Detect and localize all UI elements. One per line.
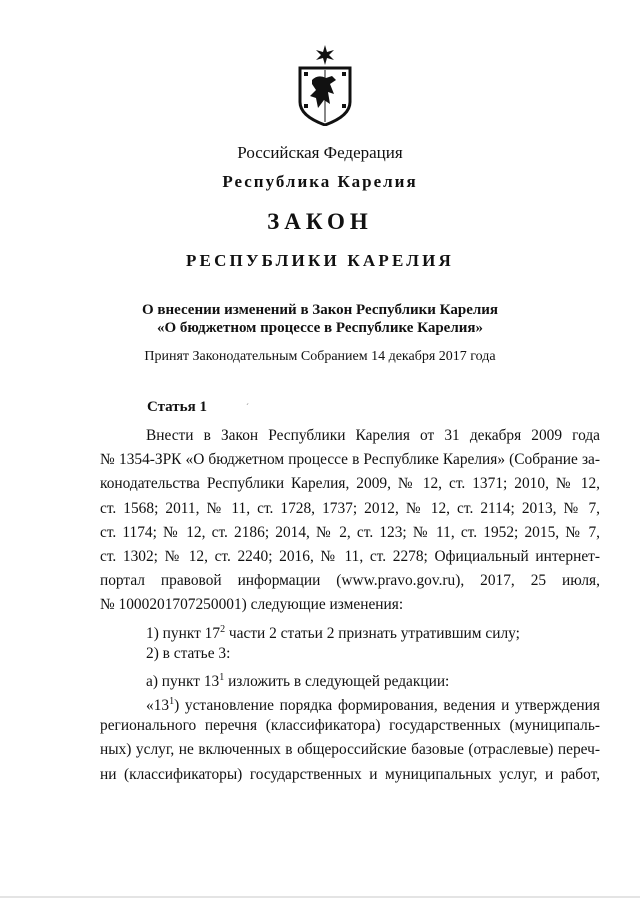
scan-edge-line bbox=[0, 896, 640, 898]
amendment-item-2: 2) в статье 3: bbox=[146, 644, 231, 662]
karelia-coat-of-arms-emblem bbox=[296, 44, 354, 126]
body-line: ст. 1568; 2011, № 11, ст. 1728, 1737; 2012, № 12, ст. 2114; 2013, № 7, bbox=[100, 499, 600, 517]
quoted-text-line: «$13^1$) установление порядка формирования, ведения и утверждения bbox=[146, 696, 600, 715]
quoted-text-line: ных) услуг, не включенных в общероссийские базовые (отраслевые) переч- bbox=[100, 741, 600, 759]
amendment-item-1: 1) пункт $17^2$ части 2 статьи 2 признать утратившим силу; bbox=[146, 623, 520, 642]
federation-heading: Российская Федерация bbox=[237, 143, 403, 162]
scan-mark: ´ bbox=[246, 402, 249, 412]
adoption-note: Принят Законодательным Собранием 14 декабря 2017 года bbox=[144, 349, 496, 364]
body-line: № 1354-ЗРК «О бюджетном процессе в Республике Карелия» (Собрание за- bbox=[100, 451, 600, 469]
law-subject-line-1: О внесении изменений в Закон Республики Карелия bbox=[141, 302, 499, 318]
body-line: конодательства Республики Карелия, 2009, № 12, ст. 1371; 2010, № 12, bbox=[100, 475, 600, 493]
article-body bbox=[100, 424, 600, 787]
quoted-text-line: ни (классификаторы) государственных и муниципальных услуг, и работ, bbox=[100, 765, 600, 783]
document-type-title: ЗАКОН bbox=[267, 209, 373, 234]
document-type-subtitle: РЕСПУБЛИКИ КАРЕЛИЯ bbox=[185, 251, 455, 270]
law-subject-line-2: «О бюджетном процессе в Республике Карелия» bbox=[157, 320, 483, 336]
republic-heading: Республика Карелия bbox=[222, 172, 418, 191]
quoted-text-line: регионального перечня (классификатора) государственных (муниципаль- bbox=[100, 717, 600, 735]
body-line: ст. 1174; № 12, ст. 2186; 2014, № 2, ст. 123; № 11, ст. 1952; 2015, № 7, bbox=[100, 523, 600, 541]
body-line: № 1000201707250001) следующие изменения: bbox=[100, 596, 404, 614]
body-line: Внести в Закон Республики Карелия от 31 декабря 2009 года bbox=[146, 427, 600, 444]
body-line: портал правовой информации (www.pravo.gov.ru), 2017, 25 июля, bbox=[100, 572, 600, 590]
article-heading: Статья 1 bbox=[147, 399, 207, 415]
amendment-item-2a: а) пункт $13^1$ изложить в следующей редакции: bbox=[146, 671, 450, 690]
body-line: ст. 1302; № 12, ст. 2240; 2016, № 11, ст. 2278; Официальный интернет- bbox=[100, 547, 600, 565]
